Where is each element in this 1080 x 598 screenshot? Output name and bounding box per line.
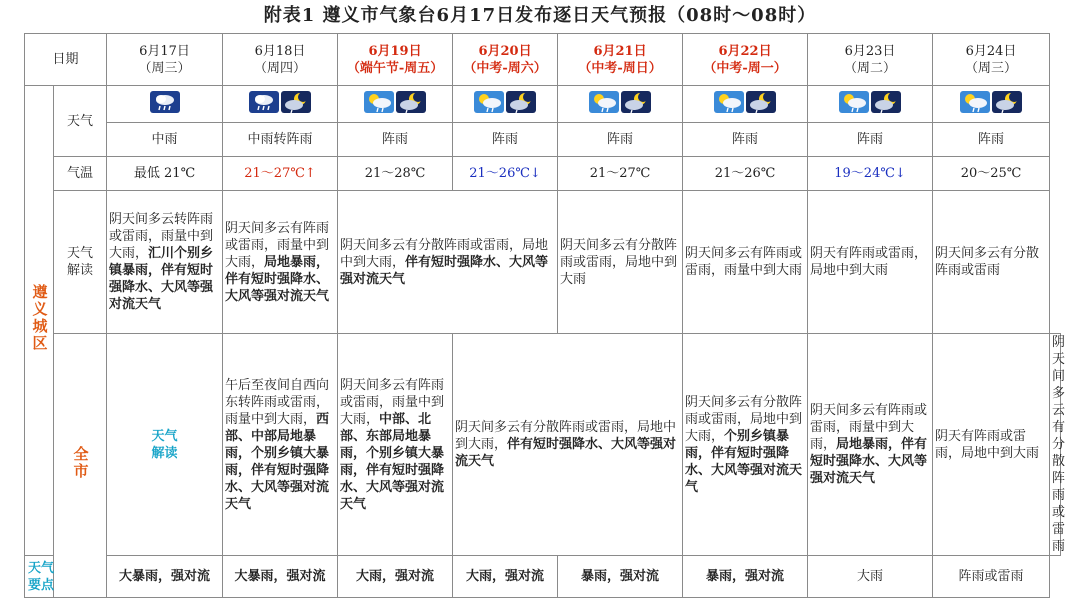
region-city-label: 遵义城区 xyxy=(25,86,54,556)
sun-rain-icon xyxy=(839,91,869,118)
all-interp-label: 天气解读 xyxy=(107,334,223,556)
temp-value: 21～26℃↓ xyxy=(453,157,558,191)
interp-text: 阴天间多云有分散阵雨或雷雨，局地中到大雨，个别乡镇暴雨，伴有短时强降水、大风等强对流天气 xyxy=(683,334,808,556)
temp-value: 21～26℃ xyxy=(683,157,808,191)
cloud-moon-icon xyxy=(396,91,426,118)
weather-label: 天气 xyxy=(54,86,107,157)
icon-cell xyxy=(808,86,933,123)
city-interp-row xyxy=(25,191,1061,334)
interp-text: 阴天间多云有分散阵雨或雷雨 xyxy=(1050,334,1061,556)
rain-cloud-icon xyxy=(150,91,180,118)
date-label: 日期 xyxy=(25,34,107,86)
interp-text: 阴天间多云有阵雨或雷雨，雨量中到大雨，中部、北部、东部局地暴雨，个别乡镇大暴雨，伴有短时强降水、大风等强对流天气 xyxy=(338,334,453,556)
weather-text: 阵雨 xyxy=(558,123,683,157)
cloud-moon-icon xyxy=(746,91,776,118)
cloud-moon-icon xyxy=(506,91,536,118)
interp-text: 阴天间多云转阵雨或雷雨，雨量中到大雨，汇川个别乡镇暴雨，伴有短时强降水、大风等强对流天气 xyxy=(107,191,223,334)
all-interp-row xyxy=(25,334,1061,556)
interp-text: 阴天间多云有分散阵雨或雷雨，局地中到大雨，伴有短时强降水、大风等强对流天气 xyxy=(338,191,558,334)
interp-label: 天气解读 xyxy=(54,191,107,334)
weather-row xyxy=(25,123,1061,157)
sun-rain-icon xyxy=(364,91,394,118)
day-header: 6月23日 （周二） xyxy=(808,34,933,86)
day-header: 6月17日 （周三） xyxy=(107,34,223,86)
key-text: 大雨 xyxy=(808,556,933,598)
key-text: 大雨，强对流 xyxy=(338,556,453,598)
interp-text: 阴天间多云有阵雨或雷雨，雨量中到大雨 xyxy=(683,191,808,334)
interp-text: 阴天有阵雨或雷雨，局地中到大雨 xyxy=(933,334,1050,556)
cloud-moon-icon xyxy=(992,91,1022,118)
key-text: 大暴雨，强对流 xyxy=(107,556,223,598)
interp-text: 阴天间多云有分散阵雨或雷雨 xyxy=(933,191,1050,334)
temp-row xyxy=(25,157,1061,191)
sun-rain-icon xyxy=(474,91,504,118)
key-text: 暴雨，强对流 xyxy=(683,556,808,598)
day-header: 6月19日 （端午节-周五） xyxy=(338,34,453,86)
table-title: 附表1 遵义市气象台6月17日发布逐日天气预报（08时～08时） xyxy=(263,5,817,26)
temp-value: 最低 21℃ xyxy=(107,157,223,191)
weather-text: 阵雨 xyxy=(933,123,1050,157)
weather-text: 中雨转阵雨 xyxy=(223,123,338,157)
sun-rain-icon xyxy=(960,91,990,118)
icon-cell xyxy=(223,86,338,123)
key-text: 暴雨，强对流 xyxy=(558,556,683,598)
weather-text: 阵雨 xyxy=(453,123,558,157)
rain-cloud-icon xyxy=(249,91,279,118)
cloud-moon-icon xyxy=(621,91,651,118)
icon-cell xyxy=(683,86,808,123)
icon-cell xyxy=(933,86,1050,123)
key-label: 天气要点 xyxy=(25,556,54,598)
day-header: 6月21日 （中考-周日） xyxy=(558,34,683,86)
icon-cell xyxy=(453,86,558,123)
temp-label: 气温 xyxy=(54,157,107,191)
cloud-moon-icon xyxy=(871,91,901,118)
temp-value: 21～27℃↑ xyxy=(223,157,338,191)
day-header: 6月18日 （周四） xyxy=(223,34,338,86)
region-all-label: 全市 xyxy=(54,334,107,598)
day-header: 6月24日 （周三） xyxy=(933,34,1050,86)
day-header: 6月22日 （中考-周一） xyxy=(683,34,808,86)
sun-rain-icon xyxy=(589,91,619,118)
temp-value: 21～28℃ xyxy=(338,157,453,191)
sun-rain-icon xyxy=(714,91,744,118)
cloud-moon-icon xyxy=(281,91,311,118)
weather-text: 阵雨 xyxy=(683,123,808,157)
temp-value: 19～24℃↓ xyxy=(808,157,933,191)
icon-cell xyxy=(338,86,453,123)
interp-text: 阴天间多云有分散阵雨或雷雨，局地中到大雨 xyxy=(558,191,683,334)
temp-value: 20～25℃ xyxy=(933,157,1050,191)
weather-text: 阵雨 xyxy=(808,123,933,157)
header-row xyxy=(25,34,1061,86)
icon-cell xyxy=(558,86,683,123)
weather-text: 中雨 xyxy=(107,123,223,157)
interp-text: 阴天间多云有阵雨或雷雨，雨量中到大雨，局地暴雨，伴有短时强降水、大风等强对流天气 xyxy=(223,191,338,334)
forecast-table xyxy=(24,33,1066,598)
interp-text: 阴天有阵雨或雷雨，局地中到大雨 xyxy=(808,191,933,334)
weather-text: 阵雨 xyxy=(338,123,453,157)
key-text: 阵雨或雷雨 xyxy=(933,556,1050,598)
interp-text: 阴天间多云有阵雨或雷雨，雨量中到大雨，局地暴雨，伴有短时强降水、大风等强对流天气 xyxy=(808,334,933,556)
icon-cell xyxy=(107,86,223,123)
interp-text: 午后至夜间自西向东转阵雨或雷雨，雨量中到大雨，西部、中部局地暴雨，个别乡镇大暴雨，伴有短时强降水、大风等强对流天气 xyxy=(223,334,338,556)
key-row xyxy=(25,556,1061,598)
key-text: 大暴雨，强对流 xyxy=(223,556,338,598)
temp-value: 21～27℃ xyxy=(558,157,683,191)
day-header: 6月20日 （中考-周六） xyxy=(453,34,558,86)
icon-row xyxy=(25,86,1061,123)
interp-text: 阴天间多云有分散阵雨或雷雨，局地中到大雨，伴有短时强降水、大风等强对流天气 xyxy=(453,334,683,556)
key-text: 大雨，强对流 xyxy=(453,556,558,598)
